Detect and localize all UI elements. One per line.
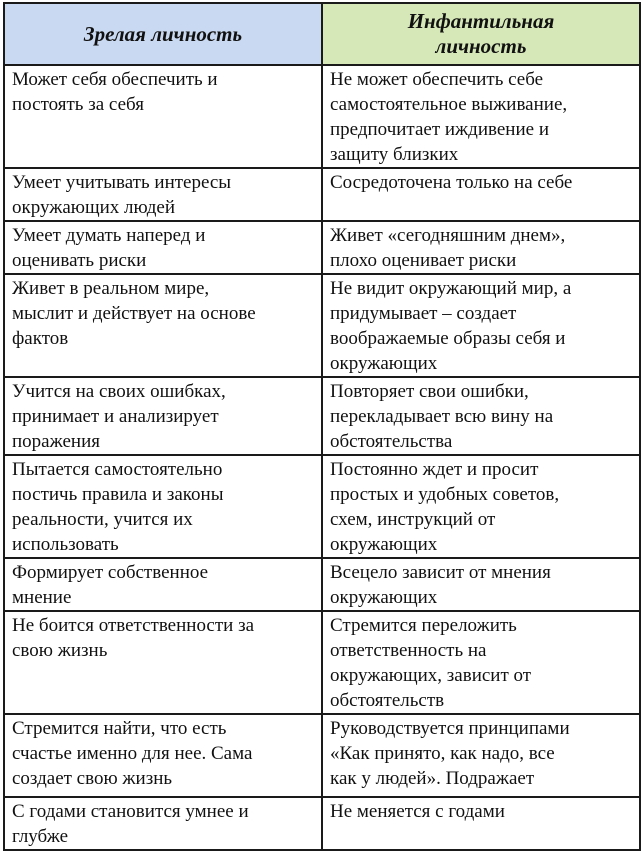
cell-mature: Живет в реальном мире, мыслит и действует на основе фактов xyxy=(4,274,322,377)
cell-mature: С годами становится умнее и глубже xyxy=(4,797,322,850)
table-row xyxy=(4,797,640,850)
cell-infantile: Стремится переложить ответственность на окружающих, зависит от обстоятельств xyxy=(322,611,640,714)
header-row xyxy=(4,3,640,65)
cell-mature: Умеет учитывать интересы окружающих людей xyxy=(4,168,322,221)
cell-infantile: Всецело зависит от мнения окружающих xyxy=(322,558,640,611)
table-row xyxy=(4,611,640,714)
cell-infantile: Руководствуется принципами «Как принято, как надо, все как у людей». Подражает xyxy=(322,714,640,797)
table-row xyxy=(4,377,640,455)
table-row xyxy=(4,558,640,611)
cell-mature: Пытается самостоятельно постичь правила и законы реальности, учится их использовать xyxy=(4,455,322,558)
cell-mature: Учится на своих ошибках, принимает и анализирует поражения xyxy=(4,377,322,455)
cell-mature: Может себя обеспечить и постоять за себя xyxy=(4,65,322,168)
cell-mature: Формирует собственное мнение xyxy=(4,558,322,611)
column-header-mature: Зрелая личность xyxy=(4,3,322,65)
cell-mature: Умеет думать наперед и оценивать риски xyxy=(4,221,322,274)
cell-infantile: Живет «сегодняшним днем», плохо оценивает риски xyxy=(322,221,640,274)
table-row xyxy=(4,274,640,377)
cell-infantile: Постоянно ждет и просит простых и удобных советов, схем, инструкций от окружающих xyxy=(322,455,640,558)
comparison-table xyxy=(3,2,641,851)
column-header-infantile: Инфантильная личность xyxy=(322,3,640,65)
cell-infantile: Не может обеспечить себе самостоятельное выживание, предпочитает иждивение и защиту близких xyxy=(322,65,640,168)
cell-infantile: Повторяет свои ошибки, перекладывает всю вину на обстоятельства xyxy=(322,377,640,455)
cell-mature: Не боится ответственности за свою жизнь xyxy=(4,611,322,714)
cell-mature: Стремится найти, что есть счастье именно для нее. Сама создает свою жизнь xyxy=(4,714,322,797)
table-row xyxy=(4,455,640,558)
cell-infantile: Не меняется с годами xyxy=(322,797,640,850)
cell-infantile: Не видит окружающий мир, а придумывает – создает воображаемые образы себя и окружающих xyxy=(322,274,640,377)
cell-infantile: Сосредоточена только на себе xyxy=(322,168,640,221)
table-row xyxy=(4,168,640,221)
table-row xyxy=(4,221,640,274)
table-row xyxy=(4,65,640,168)
table-row xyxy=(4,714,640,797)
